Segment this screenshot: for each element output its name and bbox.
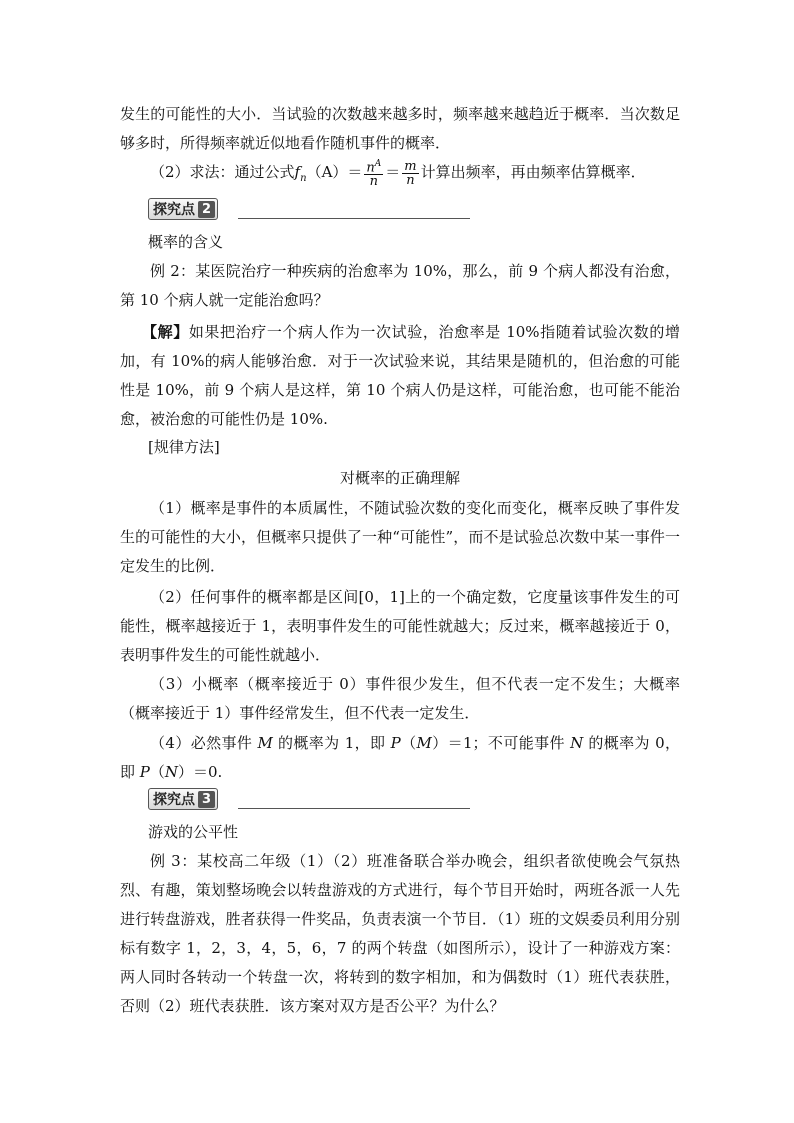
fraction-nA-over-n	[364, 158, 383, 188]
m4-a: （4）必然事件	[150, 734, 258, 752]
header-rule	[238, 218, 470, 219]
fraction1-numerator: n	[366, 160, 375, 176]
m4-P1: P	[390, 734, 401, 752]
m4-M: M	[257, 734, 273, 752]
formula-equals: ＝	[385, 163, 401, 182]
formula-prefix: （2）求法：通过公式	[150, 163, 295, 182]
paragraph-frequency-formula	[150, 158, 646, 193]
method-title: 对概率的正确理解	[339, 469, 460, 487]
header-rule	[238, 808, 470, 809]
solution-text: 如果把治疗一个病人作为一次试验，治愈率是 10%指随着试验次数的增加，有 10%的病人能够治愈．对于一次试验来说，其结果是随机的，但治愈的可能性是 10%，前 9 个病人是这样，第 10 个病人仍是这样，可能治愈，也可能不能治愈，被治愈的可能性仍是 10%.	[120, 323, 680, 428]
m4-P2: P	[139, 763, 150, 781]
badge-label: 探究点	[153, 202, 195, 218]
method-point-3: （3）小概率（概率接近于 0）事件很少发生，但不代表一定不发生；大概率（概率接近于 1）事件经常发生，但不代表一定发生．	[120, 675, 680, 722]
formula-suffix: 计算出频率，再由频率估算概率．	[420, 163, 646, 182]
example-3: 例 3：某校高二年级（1）（2）班准备联合举办晚会，组织者欲使晚会气氛热烈、有趣，策划整场晚会以转盘游戏的方式进行，每个节目开始时，两班各派一人先进行转盘游戏，胜者获得一件奖品，负责表演一个节目．（1）班的文娱委员利用分别标有数字 1，2，3，4，5，6，7 的两个转盘（如图所示），设计了一种游戏方案：两人同时各转动一个转盘一次，将转到的数字相加，和为偶数时（1）班代表获胜，否则（2）班代表获胜．该方案对双方是否公平？为什么？	[120, 852, 680, 1015]
badge-number: 3	[198, 791, 215, 808]
section-title-game-fairness: 游戏的公平性	[148, 823, 239, 841]
explore-point-badge	[148, 198, 218, 220]
explore-point-2-header	[148, 198, 470, 220]
m4-c: （	[400, 734, 417, 752]
method-point-4	[120, 729, 680, 787]
section-title-probability-meaning: 概率的含义	[148, 233, 224, 251]
method-point-1: （1）概率是事件的本质属性，不随试验次数的变化而变化，概率反映了事件发生的可能性的大小，但概率只提供了一种“可能性”，而不是试验总次数中某一事件一定发生的比例．	[120, 499, 680, 575]
explore-point-3-header	[148, 788, 470, 810]
fraction2-denominator: n	[406, 172, 415, 188]
explore-point-badge	[148, 788, 218, 810]
badge-label: 探究点	[153, 792, 195, 808]
m4-e: 的概率为 0，即	[120, 734, 681, 781]
example-2: 例 2：某医院治疗一种疾病的治愈率为 10%，那么，前 9 个病人都没有治愈，第 10 个病人就一定能治愈吗？	[120, 262, 680, 309]
formula-subscript: n	[300, 173, 307, 185]
m4-b: 的概率为 1，即	[272, 734, 391, 752]
m4-d: ）＝1；不可能事件	[431, 734, 571, 752]
paragraph-frequency-definition: 发生的可能性的大小．当试验的次数越来越多时，频率越来越趋近于概率．当次数足够多时，所得频率就近似地看作随机事件的概率．	[120, 105, 680, 152]
m4-g: ）＝0.	[178, 763, 223, 781]
badge-number: 2	[198, 201, 215, 218]
fraction2-numerator: m	[404, 158, 417, 174]
m4-N2: N	[164, 763, 179, 781]
solution-2	[120, 318, 680, 434]
solution-tag: 【解】	[142, 323, 189, 341]
fraction-m-over-n	[402, 160, 418, 187]
fraction1-denominator: n	[369, 174, 379, 190]
method-point-2: （2）任何事件的概率都是区间[0，1]上的一个确定数，它度量该事件发生的可能性，概率越接近于 1，表明事件发生的可能性就越大；反过来，概率越接近于 0，表明事件发生的可能性就越小．	[120, 588, 680, 664]
m4-N: N	[570, 734, 584, 752]
method-label: [规律方法]	[148, 438, 220, 456]
m4-M2: M	[416, 734, 432, 752]
m4-f: （	[149, 763, 165, 781]
formula-function: f	[294, 163, 301, 182]
formula-argument: （A）＝	[306, 163, 363, 182]
fraction1-superscript: A	[374, 159, 382, 169]
